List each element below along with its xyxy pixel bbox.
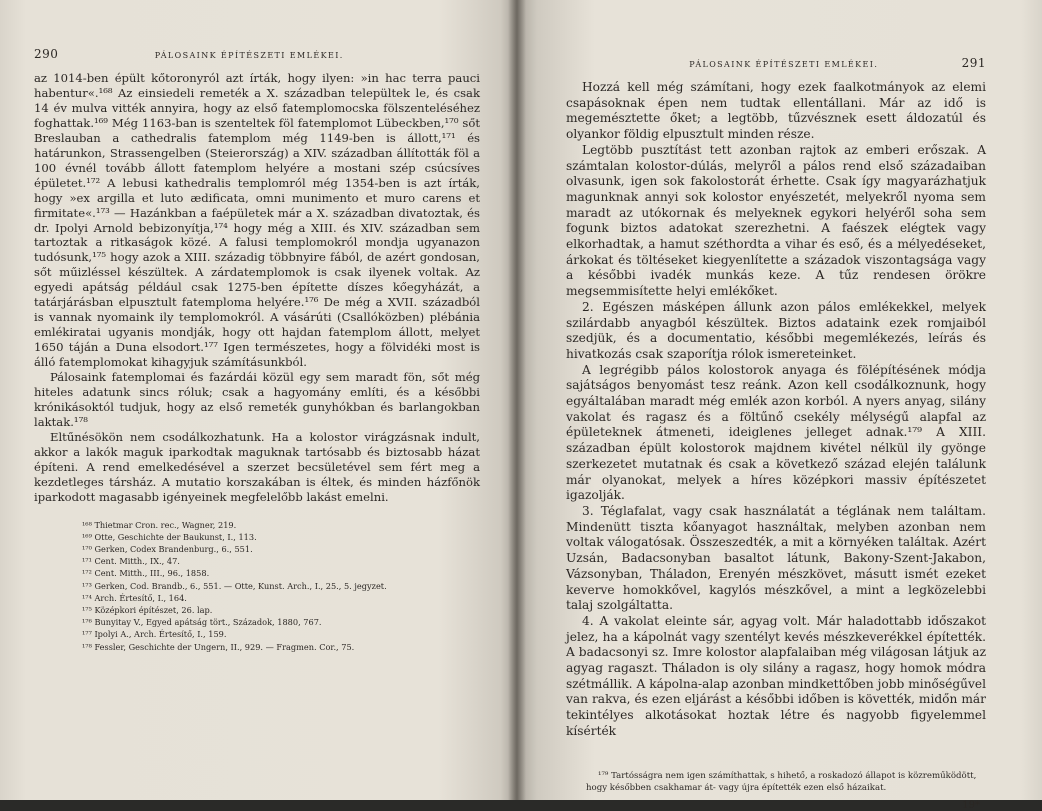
paragraph: Eltűnésökön nem csodálkozhatunk. Ha a kolostor virágzásnak indult, akkor a lakók maguk iparkodtak maguknak tartósabb és biztosabb házat építeni. A rend emelkedésével a szerzet becsületével sem fért meg a kezdetleges társház. A mutatio korszakában is éltek, és minden házfőnök iparkodott magasabb igényeinek megfelelőbb lakást emelni. bbox=[34, 429, 480, 504]
right-page-body bbox=[566, 80, 986, 740]
footnote: ¹⁷⁸ Fessler, Geschichte der Ungern, II., 929. — Fragmen. Cor., 75. bbox=[82, 641, 355, 652]
paragraph: Legtöbb pusztítást tett azonban rajtok az emberi erőszak. A számtalan kolostor-dúlás, melyről a pálos rend első századaiban olvasunk, igen sok fakolostorát érhette. Csak így magyarázhatjuk magunknak annyi sok kolostor enyészetét, melyekről nyoma sem maradt az utókornak és melyeknek egykori helyéről soha sem fogunk biztos adatokat szerezhetni. A faészek elégtek vagy elkorhadtak, a hamut széthordta a vihar és eső, és a mélyedéseket, árkokat és töltéseket kiegyenlítette a századok viszontagsága vagy a későbbi ivadék munkás keze. A tűz rendesen örökre megsemmisítette helyi emlékőket. bbox=[566, 142, 986, 299]
footnote: ¹⁷³ Gerken, Cod. Brandb., 6., 551. — Otte, Kunst. Arch., I., 25., 5. jegyzet. bbox=[82, 580, 387, 591]
left-page-body bbox=[34, 71, 480, 505]
paragraph: 4. A vakolat eleinte sár, agyag volt. Már haladottabb időszakot jelez, ha a kápolnát vagy szentélyt kevés mészkeverékkel építették. A badacsonyi sz. Imre kolostor alapfalaiban még világosan látjuk az agyag ragaszt. Tháladon is oly silány a ragasz, hogy homok módra szétmállik. A kápolna-alap azonban mindkettőben jobb minőségűvel van rakva, és ezen eljárást a későbbi időben is követték, midőn már tekintélyes alkotásokat hoztak létre és nagyobb figyelemmel kísérték bbox=[566, 613, 986, 738]
footnote: ¹⁶⁹ Otte, Geschichte der Baukunst, I., 113. bbox=[82, 531, 257, 542]
paragraph: az 1014-ben épült kőtoronyról azt írták, hogy ilyen: »in hac terra pauci habentur«.¹⁶⁸ Az einsiedeli remeték a X. században települtek le, és csak 14 év mulva vitték annyira, hogy az első fatemplomocska fölszenteléséhez foghattak.¹⁶⁹ Még 1163-ban is szenteltek föl fatemplomot Lübeckben,¹⁷⁰ sőt Breslauban a cathedralis fatemplom még 1149-ben is állott,¹⁷¹ és határunkon, Strassengelben (Steierország) a XIV. században állították föl a 100 évnél tovább állott fatemplom helyére a mostani szép csúcsíves épületet.¹⁷² A lebusi kathedralis templomról még 1354-ben is azt írták, hogy »ex argilla et luto ædificata, omni munimento et muro carens et firmitate«.¹⁷³ — Hazánkban a faépületek már a X. században divatoztak, és dr. Ipolyi Arnold bebizonyítja,¹⁷⁴ hogy még a XIII. és XIV. században sem tartoztak a ritkaságok közé. A falusi templomokról mondja ugyanazon tudósunk,¹⁷⁵ hogy azok a XIII. századig többnyire fából, de azért gondosan, sőt műizléssel készültek. A zárdatemplomok is csak ilyenek voltak. Az egyedi apátság például csak 1275-ben építette díszes kőegyházát, a tatárjárásban elpusztult fatemploma helyére.¹⁷⁶ De még a XVII. századból is vannak nyomaink ily templomokról. A vásárúti (Csallóközben) plébánia emlékiratai ugyanis mondják, hogy ott hajdan fatemplom állott, melyet 1650 táján a Duna elsodort.¹⁷⁷ Igen természetes, hogy a fölvidéki most is álló fatemplomokat kihagyjuk számításunkból. bbox=[34, 71, 480, 370]
left-page-header bbox=[34, 47, 480, 61]
footnote: ¹⁷⁰ Gerken, Codex Brandenburg., 6., 551. bbox=[82, 544, 253, 555]
footnote: ¹⁷⁴ Arch. Értesítő, I., 164. bbox=[82, 592, 187, 603]
footnote: ¹⁷⁷ Ipolyi A., Arch. Értesítő, I., 159. bbox=[82, 629, 227, 640]
left-running-head: PÁLOSAINK ÉPÍTÉSZETI EMLÉKEI. bbox=[154, 51, 344, 60]
right-running-head: PÁLOSAINK ÉPÍTÉSZETI EMLÉKEI. bbox=[689, 60, 879, 69]
footnote: ¹⁷⁶ Bunyitay V., Egyed apátság tört., Századok, 1880, 767. bbox=[82, 617, 322, 628]
footnote: ¹⁷² Cent. Mitth., III., 96., 1858. bbox=[82, 568, 210, 579]
footnote: ¹⁷⁹ Tartósságra nem igen számíthattak, s hihető, a roskadozó állapot is közreműködött, hogy későbben csakhamar át- vagy újra építették ezen első házaikat. bbox=[586, 770, 977, 793]
right-page-header bbox=[566, 56, 986, 70]
left-page bbox=[0, 0, 516, 800]
signature-mark: 19* bbox=[962, 799, 980, 811]
paragraph: Pálosaink fatemplomai és fazárdái közül egy sem maradt fön, sőt még hiteles adatunk sincs róluk; csak a hagyomány említi, és a későbbi krónikásoktól tudjuk, hogy az első remeték gunyhókban és barlangokban laktak.¹⁷⁸ bbox=[34, 370, 480, 429]
paragraph: 3. Téglafalat, vagy csak használatát a téglának nem találtam. Mindenütt tiszta kőanyagot használtak, melyben azonban nem voltak válogatósak. Összeszedték, a mit a környéken találtak. Azért Uzsán, Badacsonyban basaltot látunk, Bakony-Szent-Jakabon, Vázsonyban, Tháladon, Erenyén mészkövet, másutt ismét ezeket keverve homokkővel, kagylós mészkővel, a mint a legközelebbi talaj szolgáltatta. bbox=[566, 503, 986, 613]
paragraph: Hozzá kell még számítani, hogy ezek faalkotmányok az elemi csapásoknak épen nem tudtak ellentállani. Már az idő is megemésztette őket; a legtöbb, tűzvésznek esett áldozatúl és olyankor földig elpusztult minden része. bbox=[566, 80, 986, 142]
right-page bbox=[516, 0, 1042, 811]
left-footnotes bbox=[34, 519, 480, 653]
paragraph: A legrégibb pálos kolostorok anyaga és fölépítésének módja sajátságos benyomást tesz reánk. Azon kell csodálkoznunk, hogy egyáltalában maradt még emlék azon korból. A nyers anyag, silány vakolat és ragasz és a föltűnő csekély mélységű alapfal az épületeknek átmeneti, ideiglenes jelleget adnak.¹⁷⁹ A XIII. században épült kolostorok majdnem kivétel nélkül ily gyönge szerkezetet mutatnak és csak a következő század elején találunk már olyanokat, melyek a híres középkori massiv építészetet igazolják. bbox=[566, 362, 986, 503]
footnote: ¹⁷⁵ Középkori építészet, 26. lap. bbox=[82, 605, 213, 616]
left-page-number: 290 bbox=[34, 47, 59, 61]
right-page-number: 291 bbox=[961, 56, 986, 70]
book-gutter bbox=[508, 0, 526, 800]
footnote: ¹⁶⁸ Thietmar Cron. rec., Wagner, 219. bbox=[82, 519, 237, 530]
right-footnotes bbox=[566, 770, 986, 794]
paragraph: 2. Egészen másképen állunk azon pálos emlékekkel, melyek szilárdabb anyagból készültek. Biztos adataink ezek romjaiból szedjük, és a documentatio, későbbi megemlékezés, leírás és hivatkozás csak szaporítja rólok ismereteinket. bbox=[566, 299, 986, 361]
footnote: ¹⁷¹ Cent. Mitth., IX., 47. bbox=[82, 556, 180, 567]
